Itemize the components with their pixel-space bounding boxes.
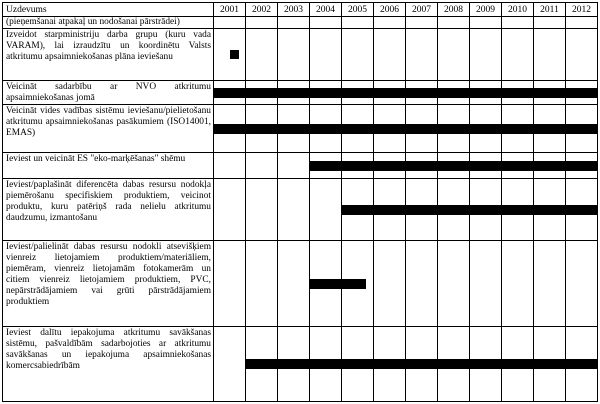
- year-header: 2012: [566, 3, 598, 17]
- task-text: Veicināt sadarbību ar NVO atkritumu apsaimniekošanas jomā: [3, 81, 214, 105]
- year-cell: [374, 29, 406, 81]
- year-cell: [438, 241, 470, 327]
- year-cell: [310, 179, 342, 241]
- year-cell: [534, 29, 566, 81]
- task-column-header: Uzdevums: [3, 3, 214, 17]
- year-cell: [534, 241, 566, 327]
- year-cell: [406, 241, 438, 327]
- timeline-bar: [214, 124, 598, 134]
- year-header: 2005: [342, 3, 374, 17]
- year-cell: [278, 29, 310, 81]
- year-cell: [566, 29, 598, 81]
- year-cell: [214, 179, 246, 241]
- task-text: Ieviest/palielināt dabas resursu nodokli atsevišķiem vienreiz lietojamiem produktiem/materiāliem, piemēram, vienreiz lietojamām fotokamerām un citiem vienreiz lietojamiem produktiem, PVC, nepārstrādājamiem vai grūti pārstrādājamiem produktiem: [3, 241, 214, 327]
- timeline-bar: [342, 205, 598, 215]
- year-header: 2006: [374, 3, 406, 17]
- year-cell: [470, 241, 502, 327]
- year-header: 2003: [278, 3, 310, 17]
- task-row: [3, 241, 598, 327]
- year-cell: [246, 241, 278, 327]
- year-cell: [502, 29, 534, 81]
- timeline-bar: [310, 279, 366, 289]
- year-header: 2008: [438, 3, 470, 17]
- year-header: 2002: [246, 3, 278, 17]
- year-cell: [214, 153, 246, 179]
- header-row: [3, 3, 598, 17]
- year-header: 2004: [310, 3, 342, 17]
- year-cell: [278, 179, 310, 241]
- task-text: Ieviest un veicināt ES "eko-marķēšanas" shēmu: [3, 153, 214, 179]
- timeline-bar: [214, 88, 598, 98]
- year-header: 2007: [406, 3, 438, 17]
- year-header: 2001: [214, 3, 246, 17]
- year-cell: [374, 241, 406, 327]
- year-cell: [246, 179, 278, 241]
- year-cell: [278, 241, 310, 327]
- year-cell: [406, 29, 438, 81]
- year-cell: [214, 327, 246, 402]
- year-cell: [310, 29, 342, 81]
- timeline-bar: [310, 161, 598, 171]
- year-cell: [502, 241, 534, 327]
- year-cell: [278, 153, 310, 179]
- year-header: 2010: [502, 3, 534, 17]
- year-cell: [566, 241, 598, 327]
- task-text: Veicināt vides vadības sistēmu ieviešanu/pielietošanu atkritumu apsaimniekošanas pasākumiem (ISO14001, EMAS): [3, 105, 214, 153]
- subheader-row: [3, 17, 598, 29]
- timeline-bar: [230, 50, 240, 59]
- task-text: Ieviest/paplašināt diferencēta dabas resursu nodokļa piemērošanu specifiskiem produktiem, veicinot produktu, kuru patēriņš rada nelielu atkritumu daudzumu, izmantošanu: [3, 179, 214, 241]
- year-cell: [246, 29, 278, 81]
- task-text: Ieviest dalītu iepakojuma atkritumu savākšanas sistēmu, pašvaldībām sadarbojoties ar atkritumu savākšanas un iepakojuma apsaimniekošanas komercsabiedrībām: [3, 327, 214, 402]
- subheader-text: (pieņemšanai atpakaļ un nodošanai pārstrādei): [3, 17, 214, 29]
- year-cell: [214, 241, 246, 327]
- year-cell: [246, 153, 278, 179]
- year-cell: [470, 29, 502, 81]
- year-cell: [438, 29, 470, 81]
- timeline-bar: [246, 359, 598, 369]
- task-text: Izveidot starpministriju darba grupu (kuru vada VARAM), lai izraudzītu un koordinētu Valsts atkritumu apsaimniekošanas plāna ieviešanu: [3, 29, 214, 81]
- year-header: 2011: [534, 3, 566, 17]
- year-header: 2009: [470, 3, 502, 17]
- task-row: [3, 29, 598, 81]
- schedule-table: [2, 2, 598, 402]
- year-cell: [342, 29, 374, 81]
